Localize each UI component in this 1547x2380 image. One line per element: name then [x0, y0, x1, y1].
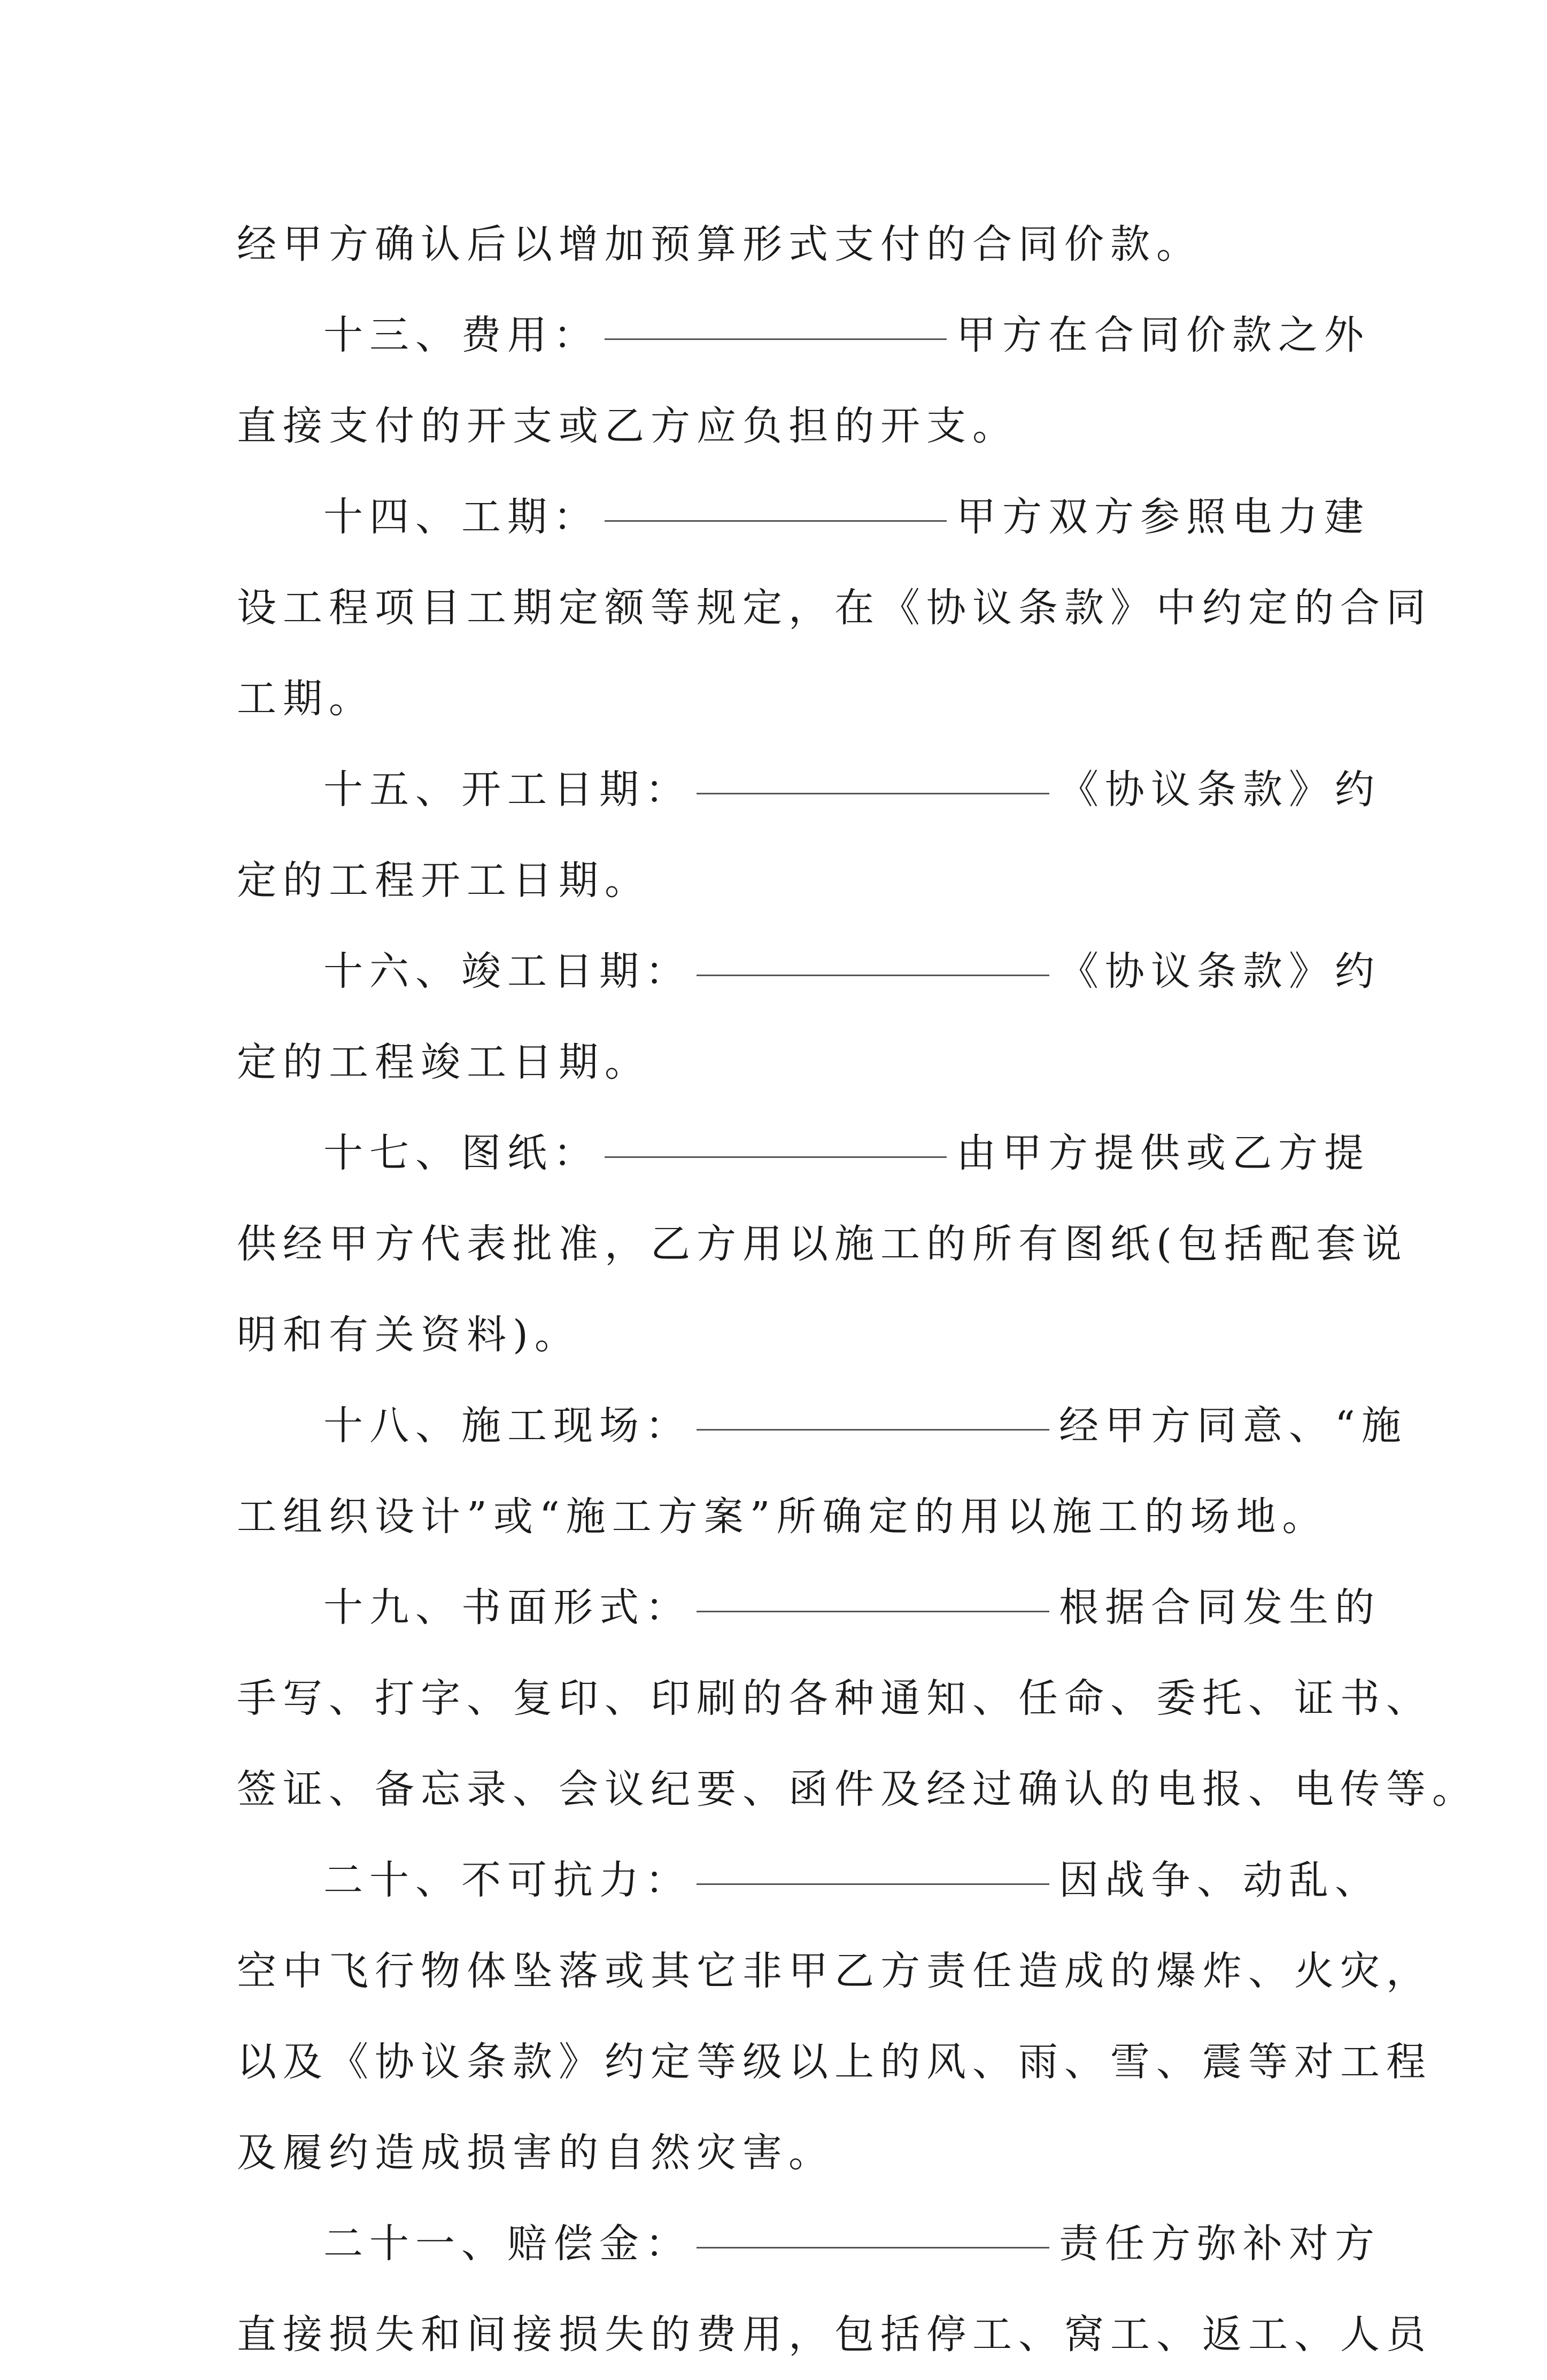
blank-field[interactable]: [697, 755, 1049, 794]
clause-20: [237, 1835, 1381, 1926]
blank-field[interactable]: [697, 1573, 1049, 1612]
clause-heading: 十六、竣工日期：: [323, 948, 691, 994]
clause-text: 根据合同发生的: [1059, 1585, 1381, 1631]
text-line: 设工程项目工期定额等规定，在《协议条款》中约定的合同: [237, 585, 1432, 631]
clause-16: [237, 926, 1381, 1017]
clause-heading: 二十一、赔偿金：: [323, 2221, 691, 2267]
clause-text: 《协议条款》约: [1059, 948, 1381, 994]
clause-heading: 十三、费用：: [323, 312, 599, 358]
clause-19: [237, 1562, 1381, 1653]
text-line: 供经甲方代表批准，乙方用以施工的所有图纸(包括配套说: [237, 1221, 1408, 1267]
blank-field[interactable]: [697, 2209, 1049, 2248]
clause-text: 经甲方同意、“施: [1059, 1403, 1407, 1449]
blank-field[interactable]: [605, 301, 947, 340]
text-line: 直接损失和间接损失的费用，包括停工、窝工、返工、人员: [237, 2312, 1432, 2358]
blank-field[interactable]: [605, 483, 947, 522]
text-line: 工组织设计”或“施工方案”所确定的用以施工的场地。: [237, 1494, 1328, 1540]
blank-field[interactable]: [605, 1119, 947, 1158]
text-line: 定的工程开工日期。: [237, 857, 651, 903]
clause-text: 由甲方提供或乙方提: [956, 1130, 1370, 1176]
clause-text: 责任方弥补对方: [1059, 2221, 1381, 2267]
clause-15: [237, 744, 1381, 835]
clause-14: [237, 472, 1370, 562]
text-line: 以及《协议条款》约定等级以上的风、雨、雪、震等对工程: [237, 2039, 1432, 2085]
blank-field[interactable]: [697, 937, 1049, 976]
clause-text: 甲方在合同价款之外: [956, 312, 1370, 358]
text-line: 签证、备忘录、会议纪要、函件及经过确认的电报、电传等。: [237, 1766, 1478, 1812]
clause-heading: 十七、图纸：: [323, 1130, 599, 1176]
clause-heading: 十八、施工现场：: [323, 1403, 691, 1449]
text-line: 工期。: [237, 676, 375, 722]
clause-13: [237, 290, 1370, 381]
clause-heading: 十五、开工日期：: [323, 767, 691, 813]
text-line: 经甲方确认后以增加预算形式支付的合同价款。: [237, 221, 1202, 267]
clause-21: [237, 2198, 1381, 2289]
clause-heading: 十四、工期：: [323, 494, 599, 540]
clause-heading: 十九、书面形式：: [323, 1585, 691, 1631]
clause-18: [237, 1380, 1407, 1471]
clause-text: 甲方双方参照电力建: [956, 494, 1370, 540]
document-body: [237, 199, 1478, 2380]
text-line: 空中飞行物体坠落或其它非甲乙方责任造成的爆炸、火灾，: [237, 1948, 1432, 1994]
clause-heading: 二十、不可抗力：: [323, 1857, 691, 1903]
text-line: 直接支付的开支或乙方应负担的开支。: [237, 403, 1018, 449]
text-line: 明和有关资料)。: [237, 1312, 581, 1358]
text-line: 手写、打字、复印、印刷的各种通知、任命、委托、证书、: [237, 1675, 1432, 1721]
text-line: 定的工程竣工日期。: [237, 1039, 651, 1085]
clause-17: [237, 1108, 1370, 1199]
clause-text: 因战争、动乱、: [1059, 1857, 1381, 1903]
blank-field[interactable]: [697, 1392, 1049, 1431]
blank-field[interactable]: [697, 1846, 1049, 1885]
clause-text: 《协议条款》约: [1059, 767, 1381, 813]
text-line: 及履约造成损害的自然灾害。: [237, 2130, 834, 2176]
